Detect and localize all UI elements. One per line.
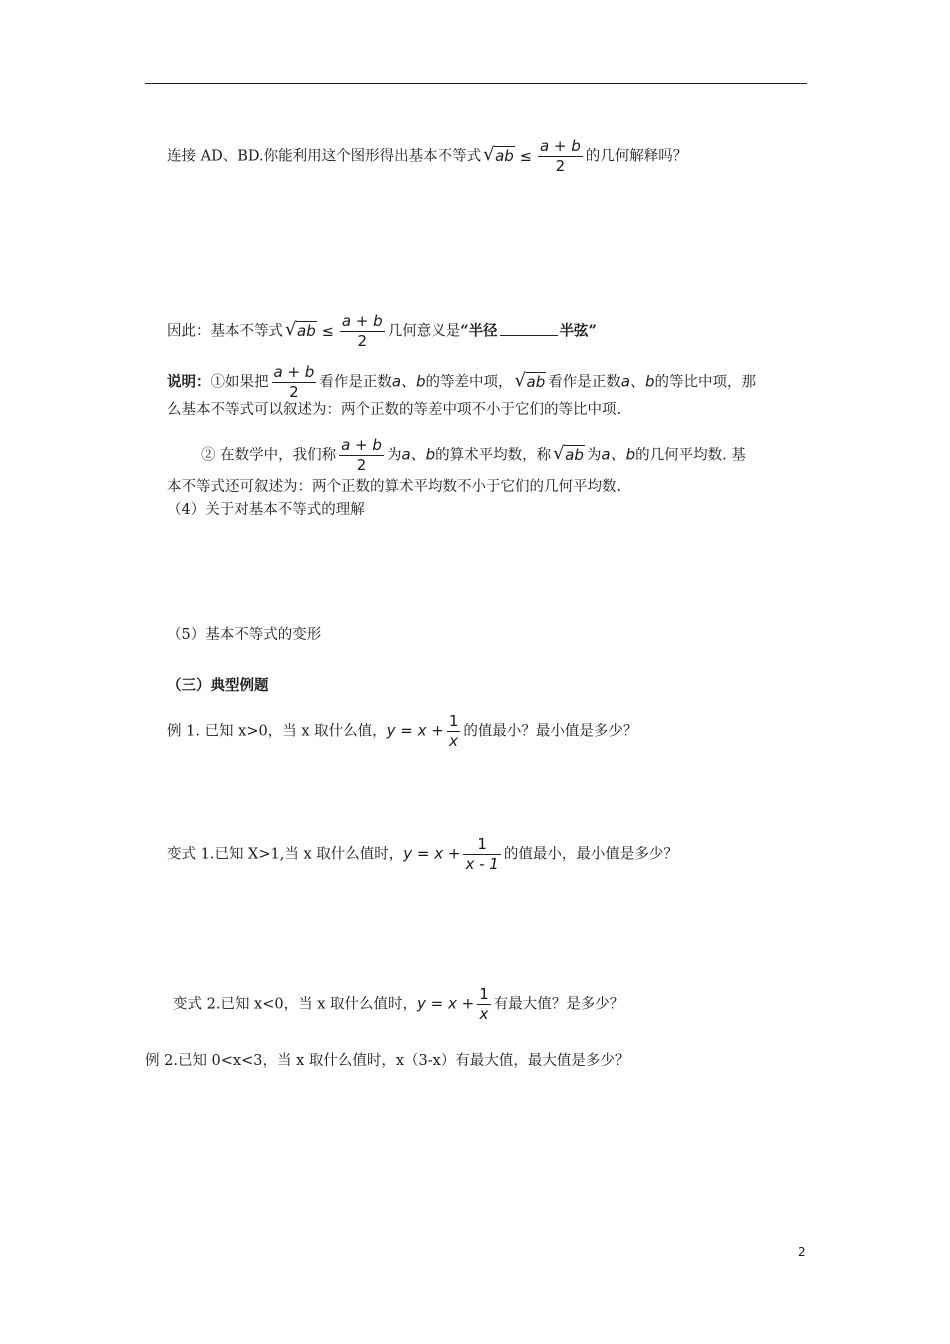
math-ab: a、b	[601, 445, 636, 464]
variant-2	[173, 985, 624, 1024]
text: 的等差中项，	[425, 374, 513, 391]
line-3	[167, 363, 756, 402]
text: 的几何解释吗？	[585, 148, 688, 165]
fraction-1-over-x: $\frac{1}{x}$	[479, 985, 489, 1023]
sqrt-ab: √ ab	[553, 443, 584, 464]
sqrt-ab: √ ab	[514, 370, 546, 391]
sqrt-ab: √ ab	[483, 144, 514, 165]
fraction-a-plus-b-over-2: $\frac{a + b}{2}$	[341, 436, 382, 474]
math-ab: a、b	[620, 372, 655, 391]
fraction-a-plus-b-over-2: $\frac{a + b}{2}$	[273, 363, 315, 401]
section-5-heading: （5）基本不等式的变形	[167, 627, 322, 643]
line-1	[167, 137, 687, 176]
math-y-eq-x: y = x +	[403, 844, 461, 863]
section-4-heading: （4）关于对基本不等式的理解	[167, 502, 365, 518]
text: 变式 1.已知 X>1,当 x 取什么值时，	[167, 846, 404, 863]
text: 例 1. 已知 x>0，当 x 取什么值，	[167, 723, 387, 740]
text: 的算术平均数，称	[435, 447, 552, 464]
line-5	[201, 436, 746, 475]
math-ab: a、b	[401, 445, 436, 464]
variant-1	[167, 835, 678, 874]
leq-symbol: ≤	[321, 323, 334, 340]
quote-half-chord: 半弦”	[559, 322, 597, 340]
quote-radius: “半径	[460, 322, 498, 340]
fraction-1-over-x-minus-1: $\frac{1}{x - 1}$	[465, 835, 499, 873]
text: 变式 2.已知 x<0，当 x 取什么值时，	[173, 996, 417, 1013]
line-2	[167, 312, 597, 351]
fraction-a-plus-b-over-2: $\frac{a + b}{2}$	[539, 137, 581, 175]
math-ab: a、b	[391, 372, 426, 391]
text: 的等比中项，那	[654, 374, 756, 391]
sqrt-ab: √ ab	[285, 319, 316, 340]
header-rule	[145, 83, 807, 84]
line-6: 本不等式还可叙述为：两个正数的算术平均数不小于它们的几何平均数.	[167, 479, 622, 495]
text: ② 在数学中，我们称	[201, 447, 337, 464]
text: 的值最小，最小值是多少？	[503, 846, 678, 863]
text: 有最大值？是多少？	[493, 996, 625, 1013]
line-4: 么基本不等式可以叙述为：两个正数的等差中项不小于它们的等比中项.	[167, 402, 622, 418]
math-y-eq-x: y = x +	[386, 721, 444, 740]
text: 看作是正数	[548, 374, 621, 391]
text: 为	[586, 447, 602, 464]
fill-blank	[500, 321, 558, 336]
math-y-eq-x: y = x +	[417, 994, 475, 1013]
text: 因此：基本不等式	[167, 323, 283, 340]
text: 几何意义是	[387, 323, 461, 340]
example-1	[167, 712, 637, 751]
explanation-label: 说明：	[167, 373, 211, 391]
section-3-heading: （三）典型例题	[167, 677, 269, 694]
text: 连接 AD、BD.你能利用这个图形得出基本不等式	[167, 148, 482, 165]
text: 的值最小？最小值是多少？	[463, 723, 638, 740]
example-2: 例 2.已知 0<x<3，当 x 取什么值时，x（3-x）有最大值，最大值是多少？	[145, 1053, 630, 1069]
leq-symbol: ≤	[519, 148, 532, 165]
text: 为	[386, 447, 402, 464]
fraction-a-plus-b-over-2: $\frac{a + b}{2}$	[341, 312, 383, 350]
fraction-1-over-x: $\frac{1}{x}$	[448, 712, 459, 750]
page-number: 2	[798, 1245, 806, 1259]
text: ①如果把	[210, 374, 269, 391]
text: 看作是正数	[319, 374, 392, 391]
text: 的几何平均数. 基	[635, 447, 746, 464]
